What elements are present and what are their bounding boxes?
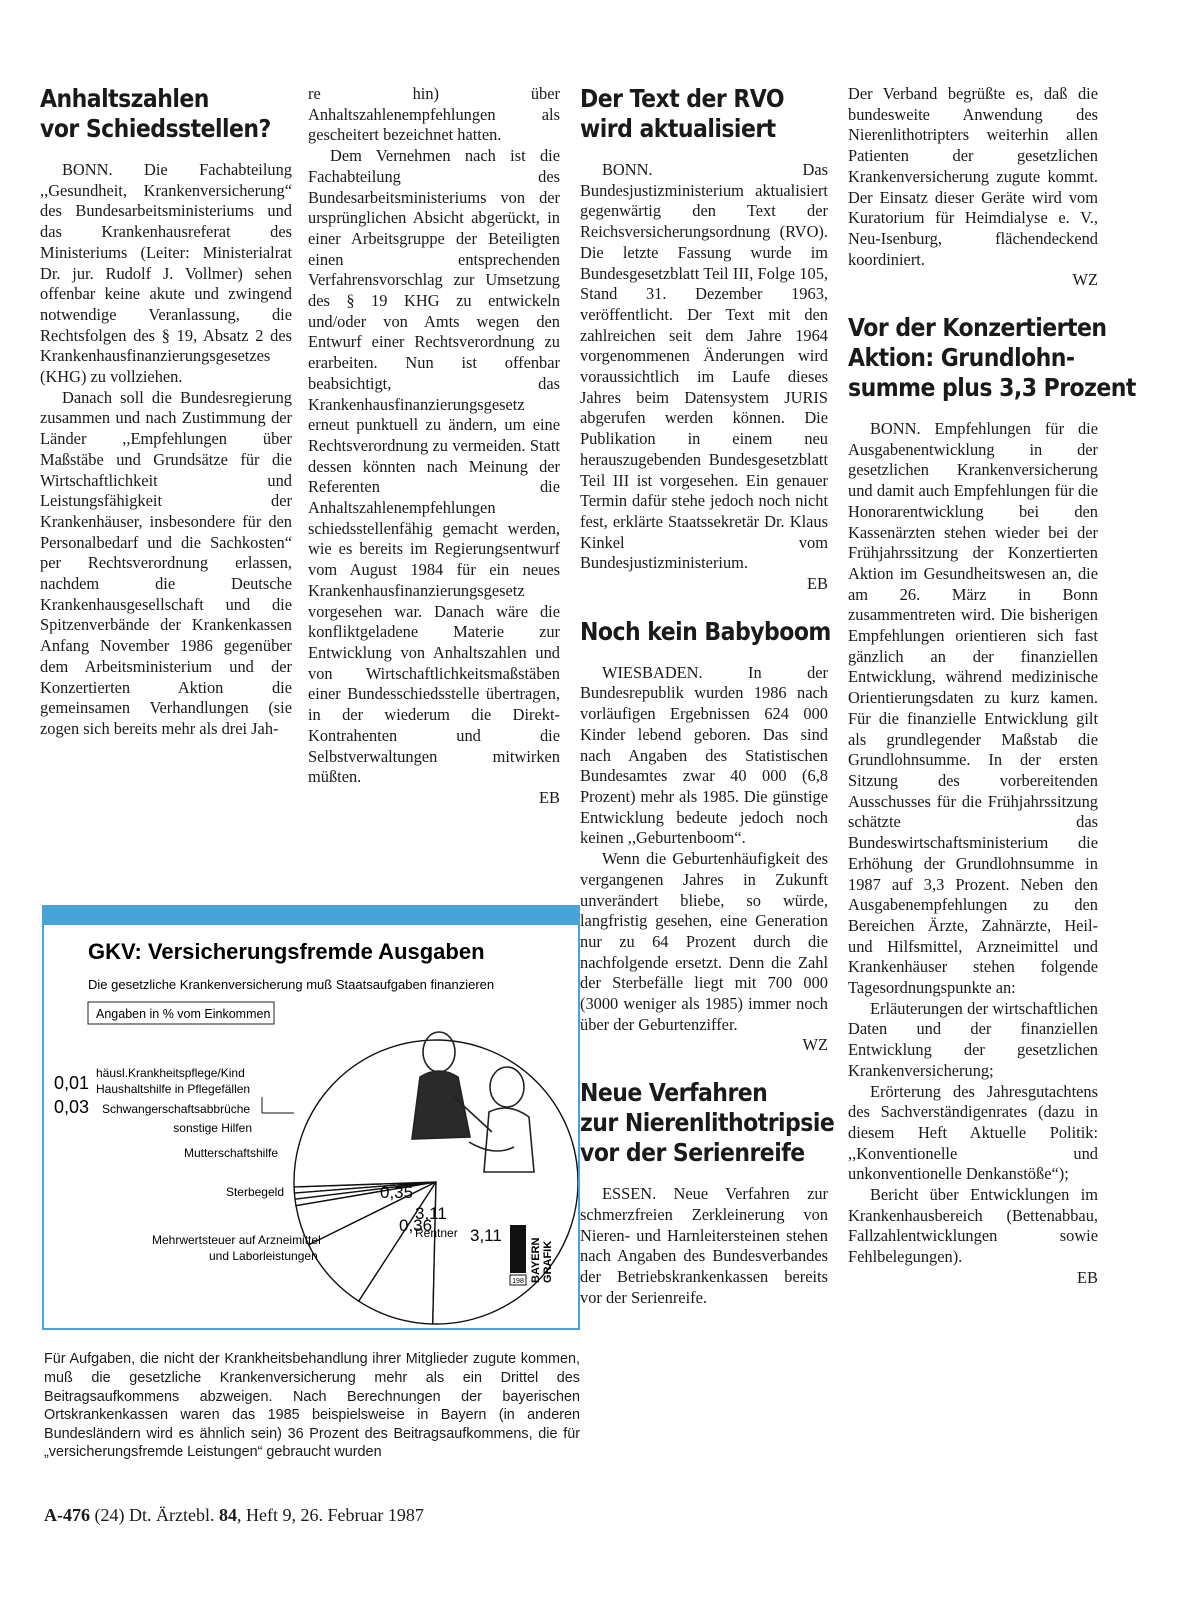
slice-value-label: 3,11 — [415, 1204, 447, 1223]
article1-signature: EB — [539, 787, 560, 807]
article5-paragraph: Bericht über Entwicklungen im Krankenhausbereich (Bettenabbau, Fallzahlentwicklungen sowie Fehlbelegungen). — [848, 1185, 1098, 1267]
headline-line: wird aktualisiert — [580, 114, 776, 143]
article1-headline — [40, 84, 271, 144]
article1-paragraph: BONN. Die Fachabteilung ,,Gesundheit, Krankenversicherung“ des Bundesarbeitsministeriums und das Krankenhausreferat des Ministeriums (Leiter: Ministerialrat Dr. jur. Rudolf J. Vollmer) sehen offenbar keine akute und zwingend notwendige Veranlassung, die Rechtsfolgen des § 19, Absatz 2 des Krankenhausfinanzierungsgesetzes (KHG) zu vollziehen. — [40, 160, 292, 387]
pie-group — [54, 1040, 578, 1324]
slice-category-label: Mehrwertsteuer auf Arzneimittel — [152, 1233, 321, 1247]
slice-category-label: Schwangerschaftsabbrüche — [102, 1102, 251, 1116]
article4-paragraph: ESSEN. Neue Verfahren zur schmerzfreien Zerkleinerung von Nieren- und Harnleitersteinen stehen nach Angaben des Bundesverbandes der Betriebskrankenkassen bereits vor der Serienreife. — [580, 1184, 828, 1307]
article5-paragraph: Erörterung des Jahresgutachtens des Sachverständigenrates (dazu in diesem Heft Aktuelle Politik: ,,Konventionelle und unkonventionelle Denkanstöße“); — [848, 1081, 1098, 1184]
article4-paragraph: Der Verband begrüßte es, daß die bundesweite Anwendung des Nierenlithotripters weiterhin allen Patienten der gesetzlichen Krankenversicherung zugute kommt. Der Einsatz dieser Geräte wird vom Kuratorium für Heimdialyse e. V., Neu-Isenburg, flächendeckend koordiniert. — [848, 84, 1098, 269]
slice-category-label: Sterbegeld — [225, 1185, 284, 1199]
chart-subtitle: Die gesetzliche Krankenversicherung muß Staatsaufgaben finanzieren — [88, 977, 495, 992]
article2-headline — [580, 84, 798, 144]
credit-number: 198 — [512, 1278, 524, 1285]
unit-note: Angaben in % vom Einkommen — [96, 1007, 271, 1021]
column-2 — [308, 84, 560, 809]
chart-top-band — [44, 907, 578, 925]
slice-category-label: Haushaltshilfe in Pflegefällen — [96, 1082, 251, 1096]
headline-line: Vor der Konzertierten — [848, 313, 1107, 343]
article3-paragraph: WIESBADEN. In der Bundesrepublik wurden 1986 nach vorläufigen Ergebnissen 624 000 Kinder lebend geboren. Das sind nach Angaben des Statistischen Bundesamtes zwar 40 000 (6,8 Prozent) mehr als 1985. Die günstige Entwicklung bedeute jedoch noch keinen ,,Geburtenboom“. — [580, 662, 828, 848]
article5-headline — [848, 313, 1136, 403]
footer-text: (24) Dt. Ärztebl. — [94, 1505, 215, 1525]
slice-category-label: Rentner — [415, 1226, 458, 1240]
footer-volume: 84 — [218, 1505, 237, 1525]
headline-line: Der Text der RVO — [580, 84, 785, 113]
article4-signature: WZ — [1072, 270, 1098, 290]
page-footer — [44, 1505, 424, 1526]
slice-value-label: 0,35 — [380, 1183, 414, 1202]
headline-line: Aktion: Grundlohn- — [848, 343, 1075, 373]
slice-category-label: sonstige Hilfen — [173, 1121, 252, 1135]
article1-paragraph: re hin) über Anhaltszahlenempfehlungen als gescheitert bezeichnet hatten. — [308, 84, 560, 145]
headline-line: vor der Serienreife — [580, 1138, 805, 1168]
credit-line-2: GRAFIK — [542, 1240, 554, 1283]
credit-line-1: BAYERN — [530, 1237, 542, 1283]
slice-value-label: 0,36 — [399, 1216, 433, 1235]
headline-line: vor Schiedsstellen? — [40, 114, 271, 143]
article3-paragraph: Wenn die Geburtenhäufigkeit des vergangenen Jahres in Zukunft unverändert bliebe, so würde, langfristig gesehen, eine Generation nur zu 64 Prozent durch die nachfolgende ersetzt. Denn die Zahl der Sterbefälle liegt mit 700 000 (3000 weniger als 1985) immer noch über der Geburtenziffer. — [580, 849, 828, 1034]
slice-value-label: 3,11 — [470, 1226, 502, 1245]
footer-issue: , Heft 9, 26. Februar 1987 — [236, 1505, 424, 1525]
slice-value-label: 0,01 — [54, 1073, 90, 1093]
pie-chart-box — [42, 905, 580, 1330]
article2-paragraph: BONN. Das Bundesjustizministerium aktualisiert gegenwärtig den Text der Reichsversicherungsordnung (RVO). Die letzte Fassung wurde im Bundesgesetzblatt Teil III, Folge 105, Stand 31. Dezember 1963, veröffentlicht. Der Text mit den zahlreichen seit dem Jahre 1964 vorgenommenen Änderungen wird voraussichtlich im Laufe dieses Jahres beim Datensystem JURIS abgerufen werden können. Die Publikation in einem neu herauszugebenden Bundesgesetzblatt Teil III ist vorgesehen. Ein genauer Termin dafür stehe jedoch noch nicht fest, erklärte Staatssekretär Dr. Klaus Kinkel vom Bundesjustizministerium. — [580, 160, 828, 573]
article5-paragraph: Erläuterungen der wirtschaftlichen Daten und der finanziellen Entwicklung der gesetzlichen Krankenversicherung; — [848, 998, 1098, 1080]
column-3 — [580, 84, 835, 1308]
article5-paragraph: BONN. Empfehlungen für die Ausgabenentwicklung in der gesetzlichen Krankenversicherung und damit auch Empfehlungen für die Honorarentwicklung bei den Kassenärzten stehen wieder bei der Frühjahrssitzung der Konzertierten Aktion im Gesundheitswesen an, die am 26. März in Bonn zusammentreten wird. Die bisherigen Empfehlungen orientieren sich fast gänzlich an der finanziellen Entwicklung, während medizinische Orientierungsdaten zu kurz kamen. Für die finanzielle Entwicklung gilt als grundlegender Maßstab die Grundlohnsumme. In der ersten Sitzung des vorbereitenden Ausschusses für die Frühjahrssitzung schätzte das Bundeswirtschaftsministerium die Erhöhung der Grundlohnsumme in 1987 auf 3,3 Prozent. Neben den Ausgabenempfehlungen zu den Bereichen Ärzte, Zahnärzte, Heil- und Hilfsmittel, Arzneimittel und Krankenhäuser stehen folgende Tagesordnungspunkte an: — [848, 419, 1098, 998]
slice-category-label: und Laborleistungen — [209, 1249, 318, 1263]
headline-line: Neue Verfahren — [580, 1078, 768, 1108]
column-4 — [848, 84, 1136, 1289]
article3-signature: WZ — [802, 1035, 828, 1055]
page-number: A-476 — [44, 1505, 90, 1525]
headline-line: summe plus 3,3 Prozent — [848, 373, 1136, 403]
slice-category-label: häusl.Krankheitspflege/Kind — [96, 1066, 245, 1080]
slice-category-label: Mutterschaftshilfe — [183, 1146, 278, 1160]
slice-value-label: 0,03 — [54, 1097, 90, 1117]
article4-headline — [580, 1078, 835, 1168]
article2-signature: EB — [807, 574, 828, 594]
chart-caption: Für Aufgaben, die nicht der Krankheitsbehandlung ihrer Mitglieder zugute kommen, muß die gesetzliche Krankenversicherung mehr als ein Drittel des Beitragsaufkommens abzweigen. Nach Berechnungen der bayerischen Ortskrankenkassen waren das 1985 beispielsweise in Bayern (in anderen Bundesländern wird es ähnlich sein) 36 Prozent des Beitragsaufkommens, die für „versicherungsfremde Leistungen“ gebraucht wurden — [44, 1351, 580, 1461]
article1-paragraph: Danach soll die Bundesregierung zusammen und nach Zustimmung der Länder ,,Empfehlungen über Maßstäbe und Grundsätze für die Wirtschaftlichkeit und Leistungsfähigkeit der Krankenhäuser, insbesondere für den Personalbedarf und die Sachkosten“ per Rechtsverordnung erlassen, nachdem die Deutsche Krankenhausgesellschaft und die Spitzenverbände der Krankenkassen Anfang November 1986 gegenüber dem Arbeitsministerium und der Konzertierten Aktion die gemeinsamen Verhandlungen (sie zogen sich bereits mehr als drei Jah- — [40, 387, 292, 738]
headline-line: zur Nierenlithotripsie — [580, 1108, 835, 1138]
article5-signature: EB — [1077, 1267, 1098, 1287]
pie-chart — [44, 907, 578, 1328]
column-1 — [40, 84, 292, 740]
headline-line: Anhaltszahlen — [40, 84, 209, 113]
article3-headline — [580, 616, 831, 647]
article1-paragraph: Dem Vernehmen nach ist die Fachabteilung des Bundesarbeitsministeriums von der ursprünglichen Absicht abgerückt, in einer Arbeitsgruppe der Beteiligten einen entsprechenden Verfahrensvorschlag zur Umsetzung des § 19 KHG zu entwickeln und/oder von Amts wegen den Entwurf einer Rechtsverordnung zu erarbeiten. Nun ist offenbar beabsichtigt, das Krankenhausfinanzierungsgesetz erneut punktuell zu ändern, um eine Rechtsverordnung zu vermeiden. Statt dessen könnten nach Meinung der Referenten die Anhaltszahlenempfehlungen schiedsstellenfähig gemacht werden, wie es bereits im Regierungsentwurf vom August 1984 für ein neues Krankenhausfinanzierungsgesetz vorgesehen war. Danach wäre die konfliktgeladene Materie zur Entwicklung von Anhaltszahlen und von Wirtschaftlichkeitsmaßstäben einer Bundesschiedsstelle übertragen, in der wiederum die Direkt-Kontrahenten und die Selbstverwaltungen mitwirken müßten. — [308, 146, 560, 787]
chart-title: GKV: Versicherungsfremde Ausgaben — [88, 939, 485, 964]
headline-line: Noch kein Babyboom — [580, 616, 831, 646]
